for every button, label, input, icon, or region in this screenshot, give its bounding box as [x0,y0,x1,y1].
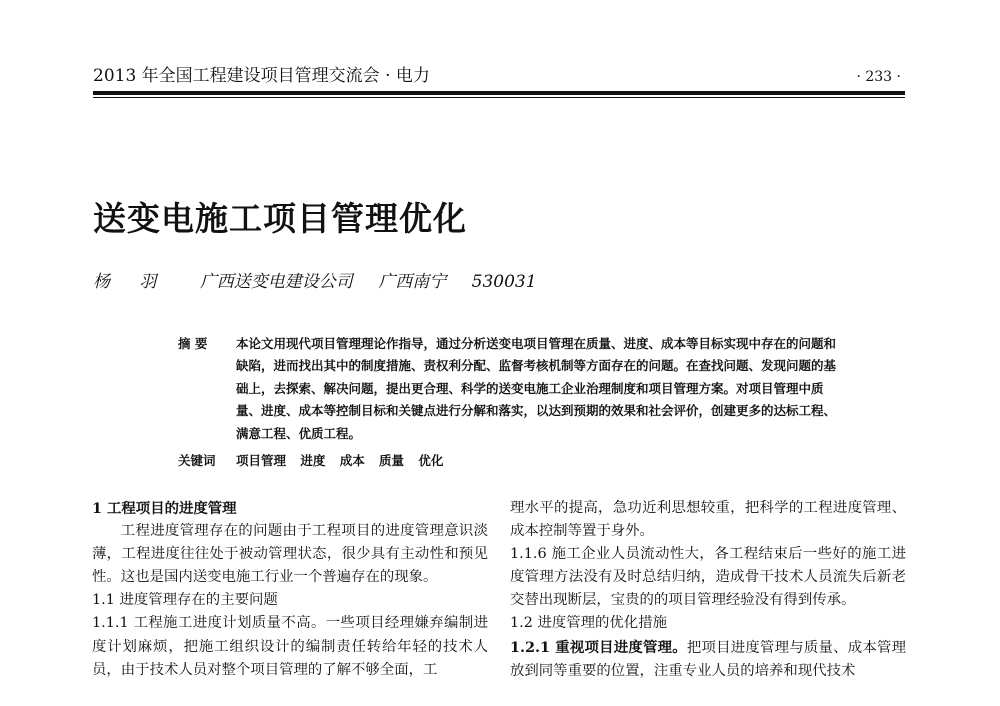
section-1-1-6-paragraph: 1.1.6 施工企业人员流动性大，各工程结束后一些好的施工进度管理方法没有及时总结归纳，造成骨干技术人员流失后新老交替出现断层，宝贵的的项目管理经验没有得到传承。 [510,546,906,609]
author-name: 杨 羽 [93,272,169,292]
author-line [93,270,537,294]
section-1-2-1-paragraph [510,636,906,683]
header-rule-thick [93,91,905,95]
running-header [93,64,905,90]
continued-paragraph: 理水平的提高，急功近利思想较重，把科学的工程进度管理、成本控制等置于身外。 [510,500,906,540]
section-1-2-heading: 1.2 进度管理的优化措施 [510,615,667,632]
author-affiliation: 广西送变电建设公司 [199,272,353,292]
paper-title: 送变电施工项目管理优化 [93,199,467,238]
section-1-2-1-label: 1.2.1 重视项目进度管理。 [510,638,687,656]
keywords-text: 项目管理 进度 成本 质量 优化 [236,453,444,468]
body-column-left [92,497,488,706]
section-1-1-heading: 1.1 进度管理存在的主要问题 [92,592,278,609]
section-1-paragraph: 工程进度管理存在的问题由于工程项目的进度管理意识淡薄，工程进度往往处于被动管理状态，很少具有主动性和预见性。这也是国内送变电施工行业一个普遍存在的现象。 [92,523,488,586]
section-1-heading: 1 工程项目的进度管理 [92,500,237,517]
body-column-right [510,497,906,706]
author-postcode: 530031 [471,272,537,292]
keywords-label: 关键词 [178,453,216,468]
page-number: · 233 · [856,69,901,85]
abstract-label: 摘 要 [178,336,208,351]
author-location: 广西南宁 [378,272,447,292]
section-1-2-1-text: 把项目进度管理与质量、成本管理放到同等重要的位置，注重专业人员的培养和现代技术 [510,639,906,679]
section-1-1-1-paragraph: 1.1.1 工程施工进度计划质量不高。一些项目经理嫌弃编制进度计划麻烦，把施工组织设计的编制责任转给年轻的技术人员，由于技术人员对整个项目管理的了解不够全面，工 [92,615,488,678]
header-rule-thin [93,97,905,98]
journal-name: 2013 年全国工程建设项目管理交流会 · 电力 [93,66,430,86]
abstract-text: 本论文用现代项目管理理论作指导，通过分析送变电项目管理在质量、进度、成本等目标实现中存在的问题和缺陷，进而找出其中的制度措施、责权利分配、监督考核机制等方面存在的问题。在查找问题、发现问题的基础上，去探索、解决问题，提出更合理、科学的送变电施工企业治理制度和项目管理方案。对项目管理中质量、进度、成本等控制目标和关键点进行分解和落实，以达到预期的效果和社会评价，创建更多的达标工程、满意工程、优质工程。 [236,336,837,441]
